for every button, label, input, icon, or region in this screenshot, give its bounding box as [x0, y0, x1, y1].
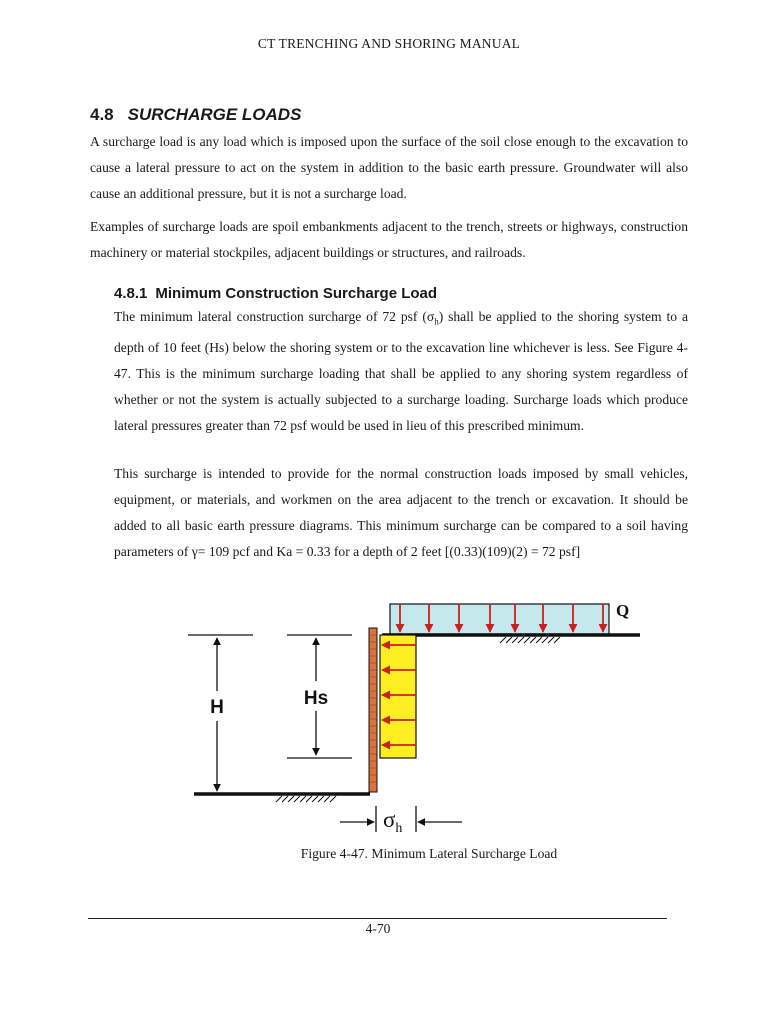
sigma-h-label — [383, 807, 402, 836]
para-text-end: = 109 pcf and Ka = 0.33 for a depth of 2 feet [(0.33)(109)(2) = 72 psf] — [197, 544, 581, 559]
figure-caption: Figure 4-47. Minimum Lateral Surcharge Load — [300, 846, 558, 861]
ground-hatch-top — [500, 637, 560, 643]
section-paragraph-1: A surcharge load is any load which is imposed upon the surface of the soil close enough to the excavation to cause a lateral pressure to act on the system in addition to the basic earth pressure. Groundwater will also cause an additional pressure, but it is not a surcharge load. — [90, 134, 688, 201]
surcharge-figure — [170, 595, 660, 840]
subsection-title: Minimum Construction Surcharge Load — [155, 285, 438, 302]
h-label: H — [210, 697, 224, 718]
subsection-paragraph-1 — [114, 304, 688, 439]
sigma-subscript: h — [434, 316, 439, 327]
shoring-wall — [369, 628, 377, 792]
para-text-end: ) shall be applied to the shoring system to a depth of 10 feet (Hs) below the shoring system or to the excavation line whichever is less. See Figure 4-47. This is the minimum surcharge loading that shall be applied to any shoring system regardless of whether or not the system is actually subjected to a surcharge loading. Surcharge loads which produce lateral pressures greater than 72 psf would be used in lieu of this prescribed minimum. — [114, 309, 688, 433]
q-label: Q — [616, 601, 630, 620]
subsection-paragraph-2 — [114, 461, 688, 565]
section-paragraph-2: Examples of surcharge loads are spoil embankments adjacent to the trench, streets or highways, construction machinery or material stockpiles, adjacent buildings or structures, and railroads. — [90, 219, 688, 260]
hs-label: Hs — [303, 688, 329, 709]
sigma-symbol: σ — [383, 807, 396, 832]
para-text-start: The minimum lateral construction surcharge of 72 psf ( — [114, 309, 427, 324]
surcharge-load-block — [390, 604, 609, 634]
section-heading — [90, 105, 301, 125]
sigma-subscript: h — [395, 821, 403, 836]
subsection-heading — [114, 285, 437, 302]
gamma-symbol: γ — [191, 544, 198, 559]
sigma-symbol: σ — [426, 309, 435, 324]
subsection-number: 4.8.1 — [114, 285, 148, 302]
running-header: CT TRENCHING AND SHORING MANUAL — [257, 36, 521, 51]
section-title: SURCHARGE LOADS — [127, 105, 302, 124]
para-text-start: This surcharge is intended to provide for the normal construction loads imposed by small vehicles, equipment, or materials, and workmen on the area adjacent to the trench or excavation. It should be added to all basic earth pressure diagrams. This minimum surcharge can be compared to a soil having parameters of — [114, 466, 688, 559]
footer-rule — [88, 918, 667, 919]
ground-hatch-bottom — [276, 796, 336, 802]
section-number: 4.8 — [90, 105, 114, 124]
pressure-diagram — [380, 635, 416, 758]
page-number: 4-70 — [365, 921, 391, 936]
